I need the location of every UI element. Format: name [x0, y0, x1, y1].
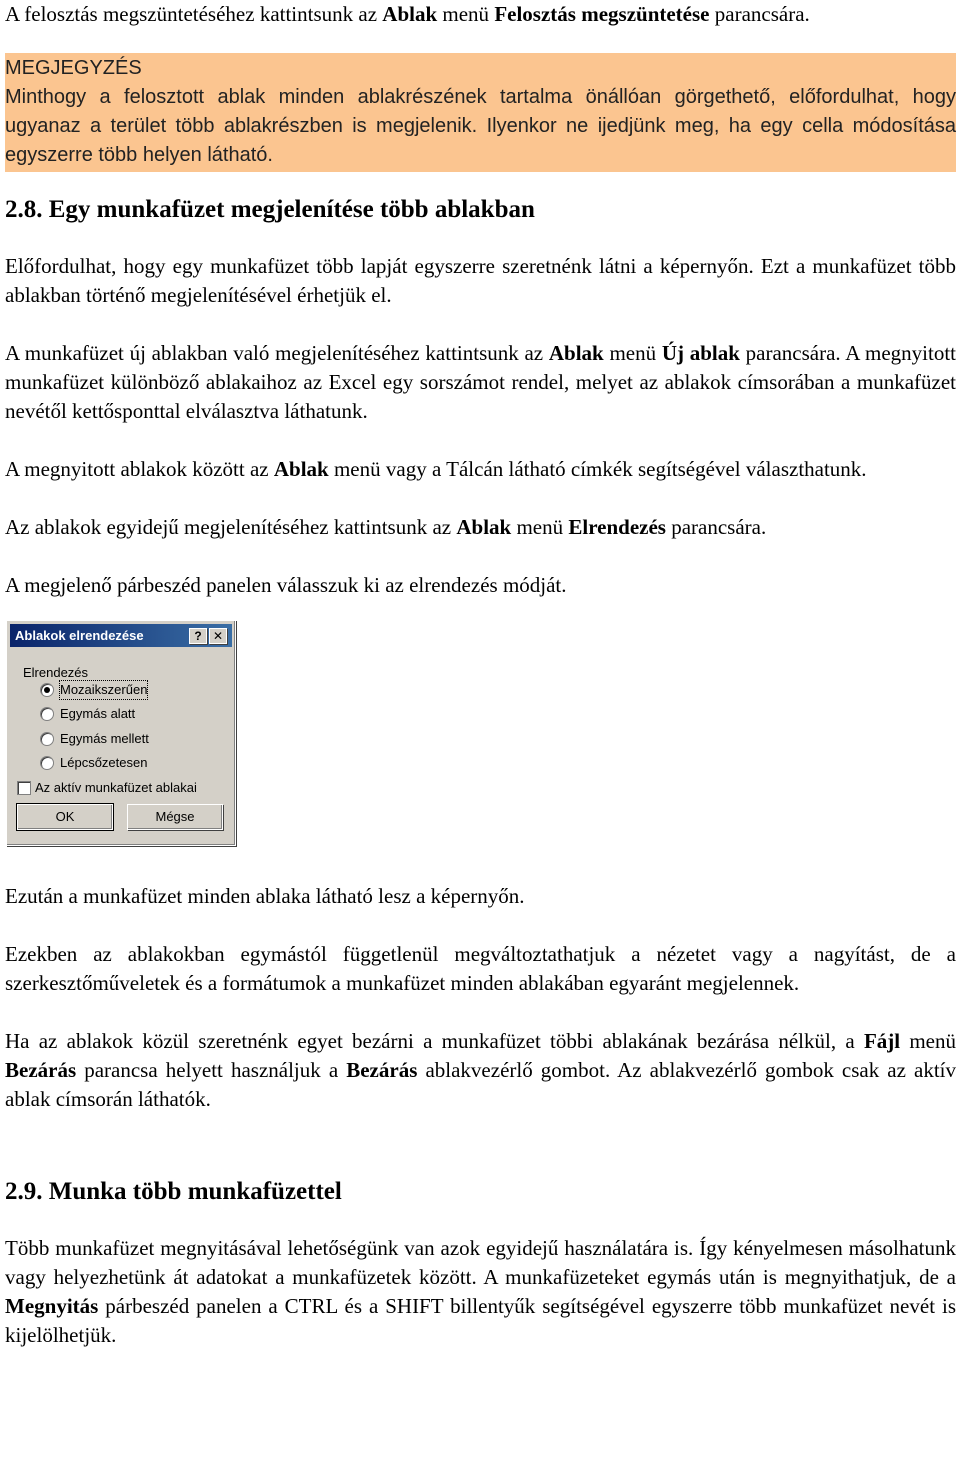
- close-button[interactable]: [209, 628, 227, 644]
- ok-button[interactable]: OK: [17, 804, 113, 830]
- arrange-windows-dialog: [6, 620, 236, 846]
- checkbox-label: Az aktív munkafüzet ablakai: [35, 780, 197, 795]
- radio-icon[interactable]: [40, 756, 54, 770]
- paragraph: Ezután a munkafüzet minden ablaka látható lesz a képernyőn.: [5, 884, 525, 908]
- paragraph: Az ablakok egyidejű megjelenítéséhez kattintsunk az Ablak menü Elrendezés parancsára.: [5, 515, 767, 539]
- group-label: Elrendezés: [23, 665, 89, 680]
- note-text: Minthogy a felosztott ablak minden ablakrészének tartalma önállóan görgethető, előfordulhat, hogy ugyanaz a terület több ablakrészben is megjelenik. Ilyenkor ne ijedjünk meg, ha egy cella módosítása egyszerre több helyen látható.: [5, 86, 956, 166]
- radio-icon[interactable]: [40, 732, 54, 746]
- paragraph: Ezekben az ablakokban egymástól függetlenül megváltoztathatjuk a nézetet vagy a nagyítást, de a szerkesztőműveletek és a formátumok a munkafüzet minden ablakában egyaránt megjelennek.: [5, 942, 956, 995]
- radio-icon[interactable]: [40, 707, 54, 721]
- dialog-screenshot: [6, 620, 956, 846]
- note-heading: MEGJEGYZÉS: [5, 57, 142, 79]
- radio-label: Egymás mellett: [60, 731, 149, 746]
- help-button[interactable]: [189, 628, 207, 644]
- paragraph: A megjelenő párbeszéd panelen válasszuk ki az elrendezés módját.: [5, 573, 567, 597]
- menu-name-ablak: Ablak: [382, 2, 438, 26]
- radio-label: Lépcsőzetesen: [60, 755, 148, 770]
- paragraph: A megnyitott ablakok között az Ablak menü vagy a Tálcán látható címkék segítségével választhatunk.: [5, 457, 867, 481]
- paragraph: Előfordulhat, hogy egy munkafüzet több lapját egyszerre szeretnénk látni a képernyőn. Ezt a munkafüzet több ablakban történő megjelenítésével érhetjük el.: [5, 254, 956, 307]
- radio-label: Egymás alatt: [60, 706, 136, 721]
- paragraph: Ha az ablakok közül szeretnénk egyet bezárni a munkafüzet többi ablakának bezárása nélkül, a Fájl menü Bezárás parancsa helyett használjuk a Bezárás ablakvezérlő gombot. Az ablakvezérlő gombok csak az aktív ablak címsorán láthatók.: [5, 1029, 957, 1111]
- command-name: Felosztás megszüntetése: [494, 2, 710, 26]
- radio-label: Mozaikszerűen: [60, 682, 148, 697]
- document-page: [5, 0, 956, 1350]
- radio-selected-icon[interactable]: [40, 683, 54, 697]
- note-box: [5, 53, 956, 172]
- section-title-2-9: 2.9. Munka több munkafüzettel: [5, 1178, 342, 1205]
- close-icon: ✕: [212, 629, 224, 643]
- paragraph: Több munkafüzet megnyitásával lehetőségünk van azok egyidejű használatára is. Így kényelmesen másolhatunk vagy helyezhetünk át adatokat a munkafüzetek között. A munkafüzeteket egymás után is megnyithatjuk, de a Megnyitás párbeszéd panelen a CTRL és a SHIFT billentyűk segítségével egyszerre több munkafüzet nevét is kijelölhetjük.: [5, 1236, 956, 1347]
- section-title-2-8: 2.8. Egy munkafüzet megjelenítése több ablakban: [5, 196, 535, 223]
- checkbox-icon[interactable]: [17, 781, 31, 795]
- paragraph: A munkafüzet új ablakban való megjelenítéséhez kattintsunk az Ablak menü Új ablak parancsára. A megnyitott munkafüzet különböző ablakaihoz az Excel egy sorszámot rendel, melyet az ablakok címsorában a munkafüzet nevétől kettősponttal elválasztva láthatunk.: [5, 341, 956, 423]
- dialog-titlebar[interactable]: [10, 624, 232, 647]
- paragraph-close-split: A felosztás megszüntetéséhez kattintsunk az Ablak menü Felosztás megszüntetése parancsára.: [5, 2, 810, 26]
- cancel-button[interactable]: Mégse: [127, 804, 223, 830]
- help-icon: ?: [194, 629, 202, 643]
- dialog-title: Ablakok elrendezése: [15, 628, 144, 643]
